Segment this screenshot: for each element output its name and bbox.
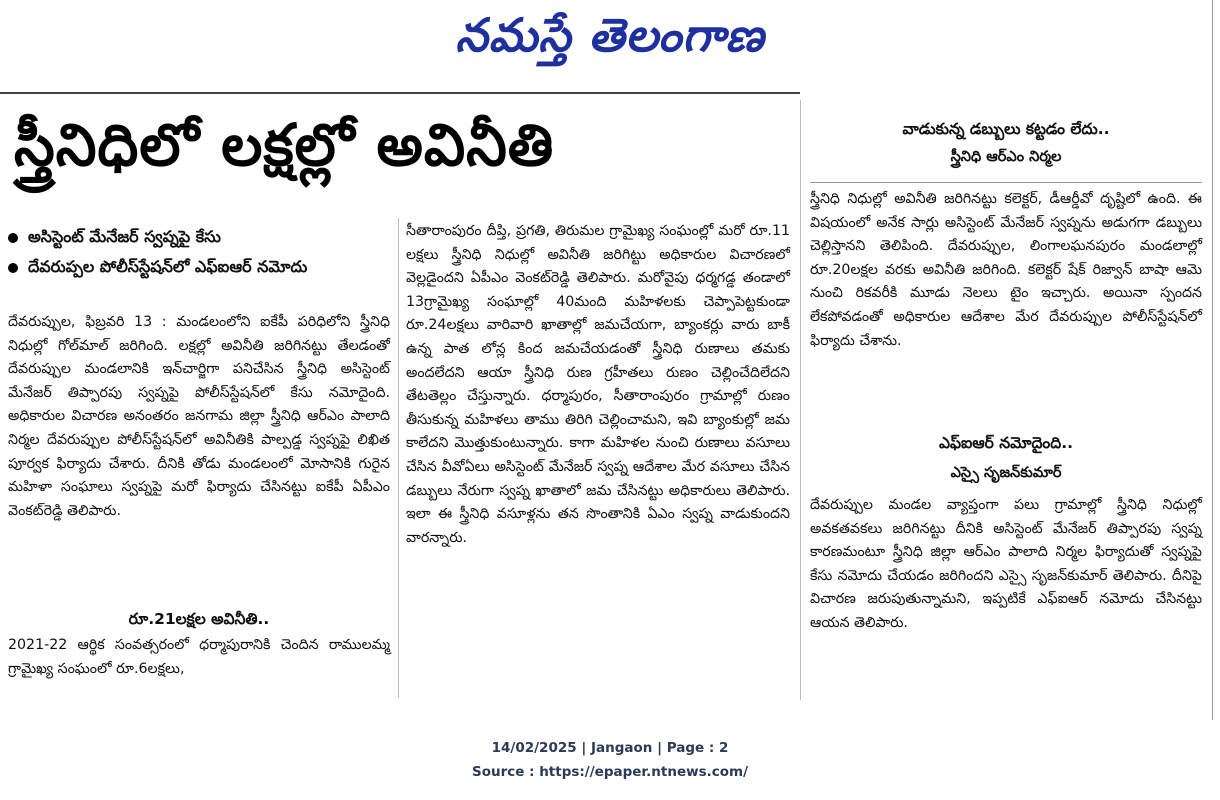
column-3-byline-2: ఎస్సై సృజన్‌కుమార్	[950, 465, 1062, 481]
column-divider-1	[398, 218, 399, 698]
article-column-1	[8, 311, 390, 523]
column-3-body-2: దేవరుప్పుల మండల వ్యాప్తంగా పలు గ్రామాల్లో స్త్రీనిధి నిధుల్లో అవకతవకలు జరిగినట్టు దీనికి అసిస్టెంట్ మేనేజర్ తిప్పారపు స్వప్న కారణమంటూ స్త్రీనిధి జిల్లా ఆర్ఎం పాలాది నిర్మల ఫిర్యాదుతో స్వప్నపై కేసు నమోదు చేయడం జరిగిందని ఎస్సై సృజన్‌కుమార్ తెలిపారు. దీనిపై విచారణ జరుపుతున్నామని, ఇప్పటికే ఎఫ్ఐఆర్ నమోదు చేసినట్టు ఆయన తెలిపారు.	[810, 497, 1202, 631]
bullet-item: దేవరుప్పల పోలీస్‌స్టేషన్‌లో ఎఫ్ఐఆర్ నమోదు	[8, 252, 398, 282]
highlight-bullets	[8, 222, 398, 282]
column-3-body-1: స్త్రీనిధి నిధుల్లో అవినీతి జరిగినట్టు కలెక్టర్, డీఆర్డీవో దృష్టిలో ఉంది. ఈ విషయంలో అనేక సార్లు అసిస్టెంట్ మేనేజర్ స్వప్నను అడుగగా డబ్బులు చెల్లిస్తానని తెలిపింది. దేవరుప్పుల, లింగాలఘనపురం మండలాల్లో రూ.20లక్షల వరకు అవినీతి జరిగింది. కలెక్టర్ షేక్ రిజ్వాన్ బాషా ఆమె నుంచి రికవరీకి మూడు నెలలు టైం ఇచ్చారు. అయినా స్పందన లేకపోవడంతో అధికారుల ఆదేశాల మేర దేవరుప్పుల పోలీస్‌స్టేషన్‌లో ఫిర్యాదు చేశాను.	[810, 191, 1202, 349]
column-1-body: దేవరుప్పుల, ఫిబ్రవరి 13 : మండలంలోని ఐకేపీ పరిధిలోని స్త్రీనిధి నిధుల్లో గోల్‌మాల్ జరిగింది. లక్షల్లో అవినీతి జరిగినట్టు తేలడంతో దేవరుప్పుల మండలానికి ఇన్‌చార్జిగా పనిచేసిన స్త్రీనిధి అసిస్టెంట్ మేనేజర్ తిప్పారపు స్వప్నపై పోలీస్‌స్టేషన్‌లో కేసు నమోదైంది. అధికారుల విచారణ అనంతరం జనగామ జిల్లా స్త్రీనిధి ఆర్ఎం పాలాది నిర్మల దేవరుప్పుల పోలీస్‌స్టేషన్‌లో అవినీతికి పాల్పడ్డ స్వప్నపై లిఖిత పూర్వక ఫిర్యాదు చేశారు. దీనికి తోడు మండలంలో మోసానికి గురైన మహిళా సంఘాలు స్వప్నపై మరో ఫిర్యాదు చేసినట్టు ఐకేపీ ఏపీఎం వెంకట్‌రెడ్డి తెలిపారు.	[8, 314, 390, 519]
column-1-continued	[8, 634, 390, 681]
page-footer	[0, 736, 1220, 784]
column-3-subheading-1: వాడుకున్న డబ్బులు కట్టడం లేదు..	[902, 120, 1110, 138]
article-headline: స్త్రీనిధిలో లక్షల్లో అవినీతి	[14, 111, 555, 179]
footer-date-edition: 14/02/2025 | Jangaon | Page : 2	[491, 740, 729, 756]
article-column-2	[406, 220, 790, 550]
bullet-dot-icon	[8, 263, 18, 273]
footer-source: Source : https://epaper.ntnews.com/	[471, 764, 749, 780]
column-1-body-2: 2021-22 ఆర్థిక సంవత్సరంలో ధర్మాపురానికి చెందిన రాములమ్మ గ్రామైఖ్య సంఘంలో రూ.6లక్షలు,	[8, 637, 390, 677]
bullet-item: అసిస్టెంట్ మేనేజర్ స్వప్నపై కేసు	[8, 222, 398, 252]
bullet-dot-icon	[8, 233, 18, 243]
masthead-divider	[0, 92, 800, 94]
column-divider-2	[800, 100, 801, 700]
column-3-byline-1: స్త్రీనిధి ఆర్ఎం నిర్మల	[950, 149, 1062, 165]
column-3-divider	[810, 182, 1202, 183]
page-edge-line	[1212, 0, 1213, 720]
column-1-subheading: రూ.21లక్షల అవినీతి..	[128, 610, 270, 628]
newspaper-masthead: నమస్తే తెలంగాణ	[455, 8, 765, 62]
article-column-3b	[810, 494, 1202, 636]
column-3-subheading-2: ఎఫ్ఐఆర్ నమోదైంది..	[938, 434, 1074, 452]
article-column-3	[810, 188, 1202, 353]
column-2-body: సీతారాంపురం దీప్తి, ప్రగతి, తిరుమల గ్రామైఖ్య సంఘంల్లో మరో రూ.11 లక్షలు స్త్రీనిధి నిధుల్లో అవినీతి జరిగిట్టు అధికారుల విచారణలో వెల్లడైందని ఏపీఎం వెంకట్‌రెడ్డి తెలిపారు. మరోవైపు ధర్మగడ్డ తండాలో 13గ్రామైఖ్య సంఘాల్లో 40మంది మహిళలకు చెప్పాపెట్టకుండా రూ.24లక్షలు వారివారి ఖాతాల్లో జమచేయగా, బ్యాంకర్లు వారు బాకీ ఉన్న పాత లోన్ల కింద జమచేయడంతో స్త్రీనిధి రుణాలు తమకు అందలేదని ఆయా స్త్రీనిధి రుణ గ్రహీతలు రుణం చెల్లించేదిలేదని తేటతెల్లం చేస్తున్నారు. ధర్మాపురం, సీతారాంపురం గ్రామాల్లో రుణం తీసుకున్న మహిళలు తాము తిరిగి చెల్లించామని, ఇవి బ్యాంకుల్లో జమ కాలేదని మొత్తుకుంటున్నారు. కాగా మహిళల నుంచి రుణాలు వసూలు చేసిన వీవోఏలు అసిస్టెంట్ మేనేజర్ స్వప్న ఆదేశాల మేర వసూలు చేసిన డబ్బులు నేరుగా స్వప్న ఖాతాలో జమ చేసినట్టు అధికారులు తెలిపారు. ఇలా ఈ స్త్రీనిధి వసూళ్లను తన సొంతానికి ఏఎం స్వప్న వాడుకుందని వారన్నారు.	[406, 223, 790, 546]
